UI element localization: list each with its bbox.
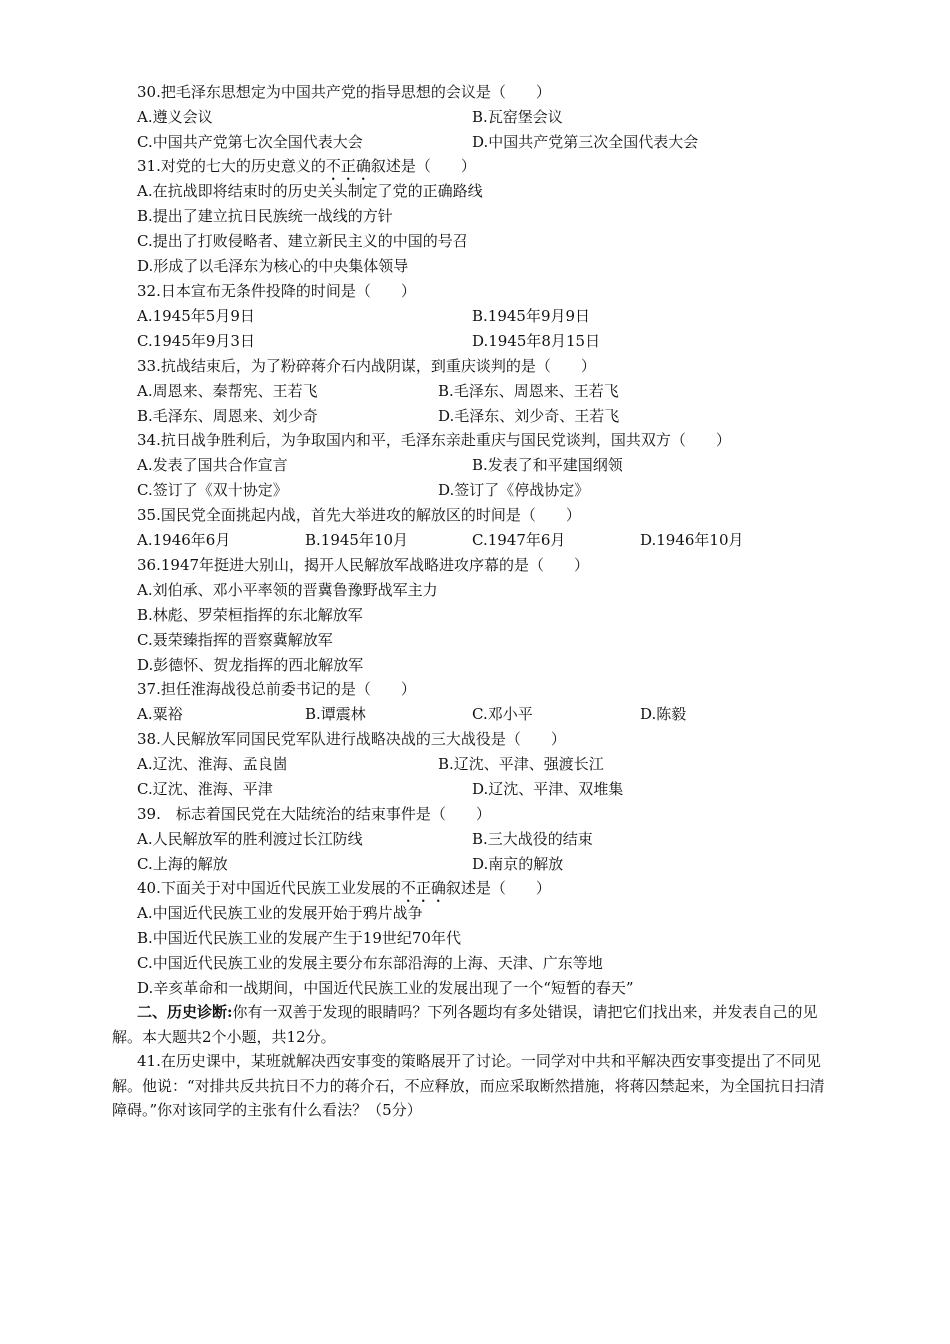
q37-option-a: A.粟裕 bbox=[137, 705, 183, 723]
q31-option-c: C.提出了打败侵略者、建立新民主义的中国的号召 bbox=[137, 232, 468, 250]
section-two-heading: 二、历史诊断: bbox=[137, 1003, 233, 1021]
q36-stem: 36.1947年挺进大别山，揭开人民解放军战略进攻序幕的是（ ） bbox=[137, 556, 590, 574]
q36-option-b: B.林彪、罗荣桓指挥的东北解放军 bbox=[137, 606, 363, 624]
q40-stem-post: 叙述是（ ） bbox=[445, 879, 551, 897]
q39-option-a: A.人民解放军的胜利渡过长江防线 bbox=[137, 830, 363, 848]
q40-stem bbox=[137, 878, 551, 906]
q35-option-d: D.1946年10月 bbox=[640, 531, 744, 549]
q31-option-b: B.提出了建立抗日民族统一战线的方针 bbox=[137, 207, 393, 225]
q40-option-c: C.中国近代民族工业的发展主要分布东部沿海的上海、天津、广东等地 bbox=[137, 954, 603, 972]
q40-option-a: A.中国近代民族工业的发展开始于鸦片战争 bbox=[137, 904, 423, 922]
q33-option-d: D.毛泽东、刘少奇、王若飞 bbox=[438, 407, 620, 425]
q40-option-b: B.中国近代民族工业的发展产生于19世纪70年代 bbox=[137, 929, 461, 947]
q32-stem: 32.日本宣布无条件投降的时间是（ ） bbox=[137, 282, 416, 300]
q31-stem-post: 叙述是（ ） bbox=[370, 157, 476, 175]
q32-option-c: C.1945年9月3日 bbox=[137, 332, 255, 350]
q33-stem: 33.抗战结束后，为了粉碎蒋介石内战阴谋，到重庆谈判的是（ ） bbox=[137, 357, 596, 375]
q31-stem-pre: 31.对党的七大的历史意义的 bbox=[137, 157, 326, 175]
q40-stem-pre: 40.下面关于对中国近代民族工业发展的 bbox=[137, 879, 401, 897]
q33-option-a: A.周恩来、秦帮宪、王若飞 bbox=[137, 382, 318, 400]
q36-option-c: C.聂荣臻指挥的晋察冀解放军 bbox=[137, 631, 333, 649]
q37-option-b: B.谭震林 bbox=[305, 705, 366, 723]
q30-stem: 30.把毛泽东思想定为中国共产党的指导思想的会议是（ ） bbox=[137, 83, 551, 101]
q32-option-b: B.1945年9月9日 bbox=[472, 307, 591, 325]
q41-text: 41.在历史课中，某班就解决西安事变的策略展开了讨论。一同学对中共和平解决西安事变提出了不同见解。他说：“对排共反共抗日不力的蒋介石，不应释放，而应采取断然措施，将蒋囚禁起来，为全国抗日扫清障碍。”你对该同学的主张有什么看法？（5分） bbox=[112, 1052, 825, 1119]
q38-option-c: C.辽沈、淮海、平津 bbox=[137, 780, 273, 798]
q33-option-b: B.毛泽东、周恩来、王若飞 bbox=[438, 382, 619, 400]
q31-option-a: A.在抗战即将结束时的历史关头制定了党的正确路线 bbox=[137, 182, 483, 200]
q34-option-a: A.发表了国共合作宣言 bbox=[137, 456, 288, 474]
q39-stem: 39. 标志着国民党在大陆统治的结束事件是（ ） bbox=[137, 805, 491, 823]
q34-option-c: C.签订了《双十协定》 bbox=[137, 481, 288, 499]
q34-option-d: D.签订了《停战协定》 bbox=[438, 481, 590, 499]
q30-option-a: A.遵义会议 bbox=[137, 108, 213, 126]
q35-stem: 35.国民党全面挑起内战，首先大举进攻的解放区的时间是（ ） bbox=[137, 506, 581, 524]
q38-stem: 38.人民解放军同国民党军队进行战略决战的三大战役是（ ） bbox=[137, 730, 566, 748]
q36-option-a: A.刘伯承、邓小平率领的晋冀鲁豫野战军主力 bbox=[137, 581, 438, 599]
q40-option-d: D.辛亥革命和一战期间，中国近代民族工业的发展出现了一个“短暂的春天” bbox=[137, 979, 634, 997]
q37-option-c: C.邓小平 bbox=[472, 705, 533, 723]
q38-option-b: B.辽沈、平津、强渡长江 bbox=[438, 755, 604, 773]
q40-stem-emphasis: 不正确 bbox=[400, 879, 446, 897]
q32-option-d: D.1945年8月15日 bbox=[472, 332, 601, 350]
q34-option-b: B.发表了和平建国纲领 bbox=[472, 456, 623, 474]
q30-option-b: B.瓦窑堡会议 bbox=[472, 108, 563, 126]
q39-option-d: D.南京的解放 bbox=[472, 855, 564, 873]
q31-option-d: D.形成了以毛泽东为核心的中央集体领导 bbox=[137, 257, 409, 275]
q39-option-b: B.三大战役的结束 bbox=[472, 830, 593, 848]
q30-option-c: C.中国共产党第七次全国代表大会 bbox=[137, 133, 363, 151]
q31-stem bbox=[137, 156, 476, 184]
q39-option-c: C.上海的解放 bbox=[137, 855, 228, 873]
q30-option-d: D.中国共产党第三次全国代表大会 bbox=[472, 133, 699, 151]
q34-stem: 34.抗日战争胜利后，为争取国内和平，毛泽东亲赴重庆与国民党谈判，国共双方（ ） bbox=[137, 431, 731, 449]
q38-option-d: D.辽沈、平津、双堆集 bbox=[472, 780, 624, 798]
q33-option-c: B.毛泽东、周恩来、刘少奇 bbox=[137, 407, 318, 425]
q32-option-a: A.1945年5月9日 bbox=[137, 307, 255, 325]
q31-stem-emphasis: 不正确 bbox=[325, 157, 371, 175]
q38-option-a: A.辽沈、淮海、孟良崮 bbox=[137, 755, 288, 773]
q36-option-d: D.彭德怀、贺龙指挥的西北解放军 bbox=[137, 656, 364, 674]
q37-option-d: D.陈毅 bbox=[640, 705, 687, 723]
q35-option-a: A.1946年6月 bbox=[137, 531, 231, 549]
q37-stem: 37.担任淮海战役总前委书记的是（ ） bbox=[137, 680, 416, 698]
q35-option-c: C.1947年6月 bbox=[472, 531, 566, 549]
section-two-text: 你有一双善于发现的眼睛吗？下列各题均有多处错误，请把它们找出来，并发表自己的见解。本大题共2个小题，共12分。 bbox=[112, 1003, 818, 1046]
section-two-intro bbox=[112, 1000, 834, 1049]
q35-option-b: B.1945年10月 bbox=[305, 531, 409, 549]
